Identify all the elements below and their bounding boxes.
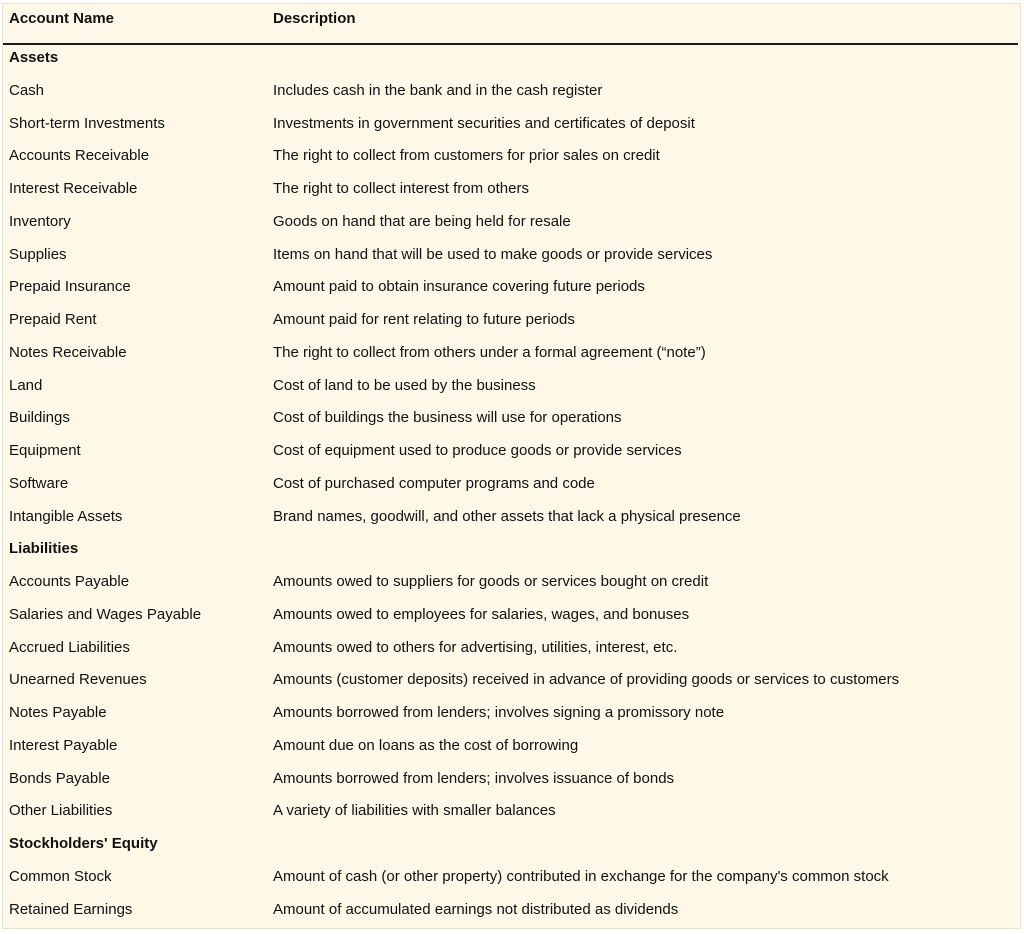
account-name-cell: Other Liabilities (9, 802, 113, 820)
account-name-cell: Retained Earnings (9, 900, 133, 918)
table-row (3, 764, 1018, 797)
section-title: Liabilities (9, 540, 79, 558)
description-cell: Amount of cash (or other property) contributed in exchange for the company's common stock (273, 867, 889, 885)
table-row (3, 272, 1018, 305)
table-row (3, 76, 1018, 109)
account-name-cell: Common Stock (9, 867, 112, 885)
table-row (3, 862, 1018, 895)
account-name-cell: Bonds Payable (9, 769, 110, 787)
description-cell: The right to collect from others under a formal agreement (“note”) (273, 343, 706, 361)
account-name-cell: Equipment (9, 442, 81, 459)
header-description: Description (273, 10, 356, 27)
account-name-cell: Accrued Liabilities (9, 638, 130, 656)
description-cell: Amount of accumulated earnings not distributed as dividends (273, 900, 679, 918)
account-name-cell: Salaries and Wages Payable (9, 605, 202, 623)
description-cell: The right to collect from customers for prior sales on credit (273, 147, 660, 165)
section-header (3, 829, 1018, 862)
description-cell: Cost of equipment used to produce goods or provide services (273, 442, 682, 459)
section-header (3, 43, 1018, 76)
account-table (2, 3, 1021, 929)
table-row (3, 502, 1018, 535)
account-name-cell: Prepaid Insurance (9, 278, 131, 296)
account-name-cell: Land (9, 376, 43, 394)
description-cell: Amounts owed to others for advertising, utilities, interest, etc. (273, 638, 678, 656)
table-row (3, 600, 1018, 633)
table-row (3, 141, 1018, 174)
section-title: Assets (9, 49, 59, 66)
description-cell: Brand names, goodwill, and other assets that lack a physical presence (273, 507, 741, 525)
description-cell: Cost of buildings the business will use for operations (273, 409, 622, 427)
header-account-name: Account Name (9, 10, 115, 27)
table-row (3, 403, 1018, 436)
account-name-cell: Supplies (9, 245, 67, 263)
table-row (3, 633, 1018, 666)
table-row (3, 240, 1018, 273)
table-row (3, 207, 1018, 240)
description-cell: Investments in government securities and certificates of deposit (273, 114, 695, 132)
account-name-cell: Short-term Investments (9, 114, 165, 132)
table-body (3, 43, 1018, 927)
description-cell: Cost of land to be used by the business (273, 376, 536, 394)
account-name-cell: Interest Payable (9, 736, 118, 754)
description-cell: Amounts owed to suppliers for goods or services bought on credit (273, 573, 709, 590)
table-row (3, 305, 1018, 338)
table-row (3, 895, 1018, 928)
table-row (3, 665, 1018, 698)
table-row (3, 567, 1018, 600)
account-name-cell: Interest Receivable (9, 180, 138, 197)
description-cell: Amount paid for rent relating to future periods (273, 311, 575, 328)
table-header (3, 4, 1018, 45)
description-cell: Goods on hand that are being held for resale (273, 212, 571, 230)
table-row (3, 371, 1018, 404)
account-name-cell: Software (9, 474, 69, 492)
account-name-cell: Buildings (9, 409, 70, 427)
account-name-cell: Notes Payable (9, 704, 107, 721)
description-cell: Cost of purchased computer programs and code (273, 474, 595, 492)
description-cell: Amounts owed to employees for salaries, wages, and bonuses (273, 605, 690, 623)
table-row (3, 469, 1018, 502)
description-cell: Amount paid to obtain insurance covering future periods (273, 278, 645, 296)
table-row (3, 731, 1018, 764)
table-row (3, 796, 1018, 829)
section-title: Stockholders' Equity (9, 835, 158, 852)
description-cell: Amounts (customer deposits) received in advance of providing goods or services to customers (273, 671, 900, 689)
account-name-cell: Accounts Payable (9, 573, 130, 590)
section-header (3, 534, 1018, 567)
description-cell: Amounts borrowed from lenders; involves signing a promissory note (273, 704, 725, 721)
account-name-cell: Intangible Assets (9, 507, 123, 525)
account-name-cell: Prepaid Rent (9, 311, 97, 328)
description-cell: Items on hand that will be used to make goods or provide services (273, 245, 713, 263)
description-cell: Amount due on loans as the cost of borrowing (273, 736, 579, 754)
account-name-cell: Accounts Receivable (9, 147, 150, 165)
description-cell: Amounts borrowed from lenders; involves issuance of bonds (273, 769, 675, 787)
description-cell: Includes cash in the bank and in the cash register (273, 81, 603, 99)
table-row (3, 174, 1018, 207)
table-row (3, 698, 1018, 731)
description-cell: A variety of liabilities with smaller balances (273, 802, 556, 820)
account-name-cell: Cash (9, 81, 45, 99)
table-row (3, 436, 1018, 469)
table-row (3, 338, 1018, 371)
account-name-cell: Notes Receivable (9, 343, 127, 361)
table-row (3, 109, 1018, 142)
account-name-cell: Unearned Revenues (9, 671, 147, 689)
description-cell: The right to collect interest from others (273, 180, 529, 197)
account-name-cell: Inventory (9, 212, 71, 230)
